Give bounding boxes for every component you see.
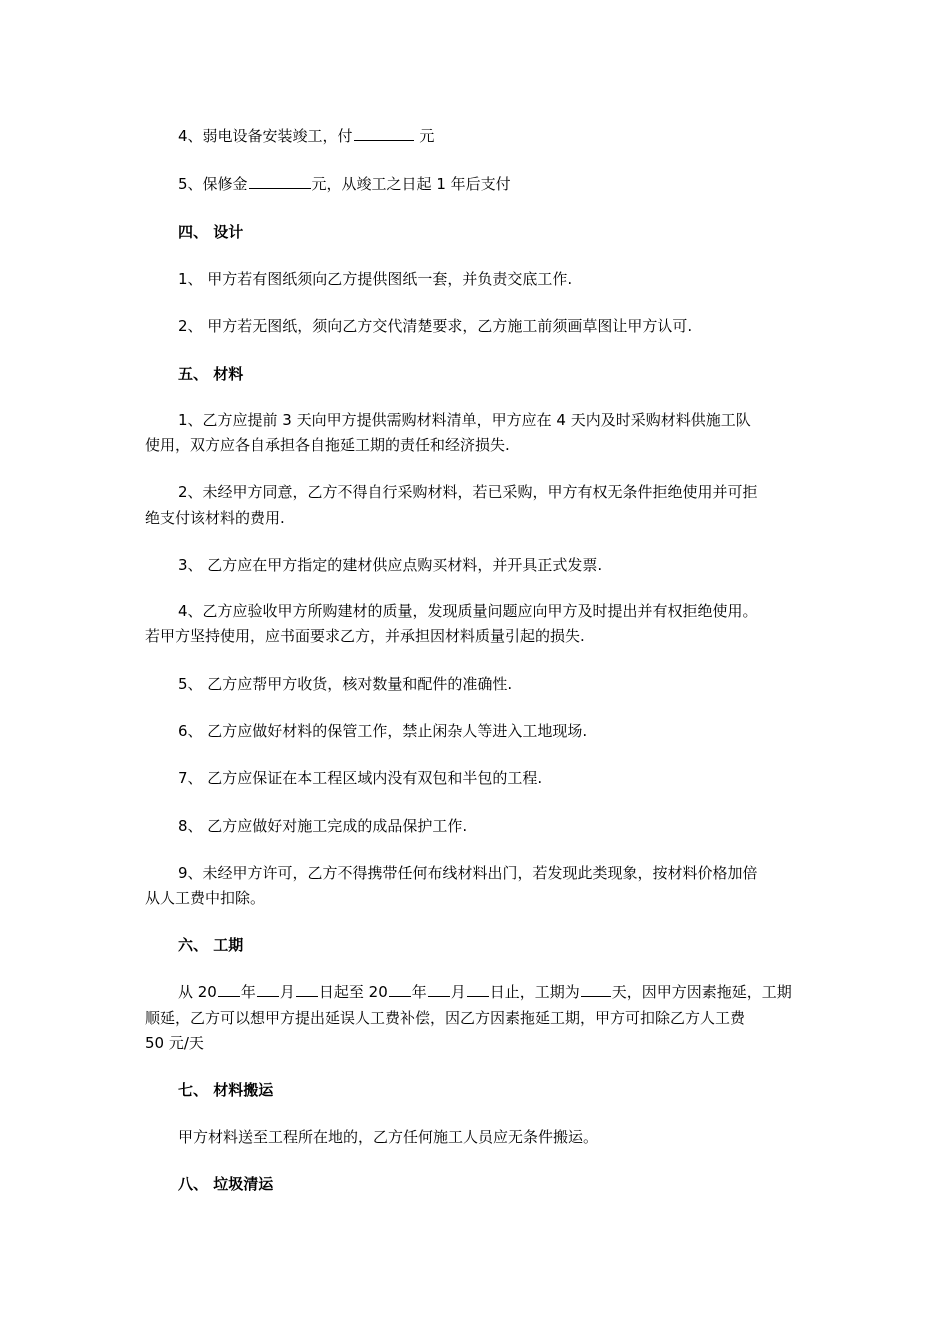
blank-underline	[296, 982, 318, 997]
materials-item-4-line-2: 若甲方坚持使用，应书面要求乙方，并承担因材料质量引起的损失.	[145, 627, 585, 645]
blank-underline	[354, 126, 414, 141]
payment-item-4-text: 4、弱电设备安装竣工，付	[178, 127, 353, 145]
section-heading-schedule: 六、 工期	[178, 936, 244, 954]
blank-underline	[389, 982, 411, 997]
payment-item-4-unit: 元	[414, 127, 435, 145]
section-heading-waste-removal: 八、 垃圾清运	[178, 1175, 274, 1193]
materials-item-3: 3、 乙方应在甲方指定的建材供应点购买材料，并开具正式发票.	[178, 556, 603, 574]
materials-item-2-line-1: 2、未经甲方同意，乙方不得自行采购材料，若已采购，甲方有权无条件拒绝使用并可拒	[178, 483, 758, 501]
payment-item-5-rest: 元，从竣工之日起 1 年后支付	[311, 175, 511, 193]
schedule-line-2: 顺延，乙方可以想甲方提出延误人工费补偿，因乙方因素拖延工期，甲方可扣除乙方人工费	[145, 1009, 746, 1027]
design-item-2: 2、 甲方若无图纸，须向乙方交代清楚要求，乙方施工前须画草图让甲方认可.	[178, 317, 693, 335]
payment-item-5-text: 5、保修金	[178, 175, 248, 193]
schedule-text: 日止，工期为	[489, 983, 580, 1001]
materials-item-8: 8、 乙方应做好对施工完成的成品保护工作.	[178, 817, 468, 835]
materials-item-1-line-1: 1、乙方应提前 3 天向甲方提供需购材料清单，甲方应在 4 天内及时采购材料供施工队	[178, 411, 751, 429]
schedule-line-1	[178, 979, 858, 1005]
materials-item-5: 5、 乙方应帮甲方收货，核对数量和配件的准确性.	[178, 675, 513, 693]
schedule-text: 月	[279, 983, 295, 1001]
blank-underline	[257, 982, 279, 997]
schedule-text: 从 20	[178, 983, 217, 1001]
materials-item-4-line-1: 4、乙方应验收甲方所购建材的质量，发现质量问题应向甲方及时提出并有权拒绝使用。	[178, 602, 758, 620]
materials-item-2-line-2: 绝支付该材料的费用.	[145, 509, 285, 527]
materials-item-9-line-1: 9、未经甲方许可，乙方不得携带任何布线材料出门，若发现此类现象，按材料价格加倍	[178, 864, 758, 882]
materials-item-1-line-2: 使用，双方应各自承担各自拖延工期的责任和经济损失.	[145, 436, 510, 454]
blank-underline	[218, 982, 240, 997]
schedule-text: 月	[450, 983, 466, 1001]
section-heading-materials: 五、 材料	[178, 365, 244, 383]
schedule-text: 年	[411, 983, 427, 1001]
schedule-text: 天，因甲方因素拖延，工期	[611, 983, 792, 1001]
section-heading-material-transport: 七、 材料搬运	[178, 1081, 274, 1099]
blank-underline	[428, 982, 450, 997]
design-item-1: 1、 甲方若有图纸须向乙方提供图纸一套，并负责交底工作.	[178, 270, 573, 288]
materials-item-6: 6、 乙方应做好材料的保管工作，禁止闲杂人等进入工地现场.	[178, 722, 588, 740]
blank-underline	[249, 174, 311, 189]
schedule-line-3: 50 元/天	[145, 1034, 204, 1052]
blank-underline	[581, 982, 611, 997]
section-heading-design: 四、 设计	[178, 223, 244, 241]
materials-item-7: 7、 乙方应保证在本工程区域内没有双包和半包的工程.	[178, 769, 543, 787]
blank-underline	[467, 982, 489, 997]
payment-item-4	[178, 123, 858, 149]
payment-item-5	[178, 171, 858, 197]
material-transport-text: 甲方材料送至工程所在地的，乙方任何施工人员应无条件搬运。	[178, 1128, 599, 1146]
schedule-text: 年	[240, 983, 256, 1001]
schedule-text: 日起至 20	[318, 983, 388, 1001]
materials-item-9-line-2: 从人工费中扣除。	[145, 889, 266, 907]
